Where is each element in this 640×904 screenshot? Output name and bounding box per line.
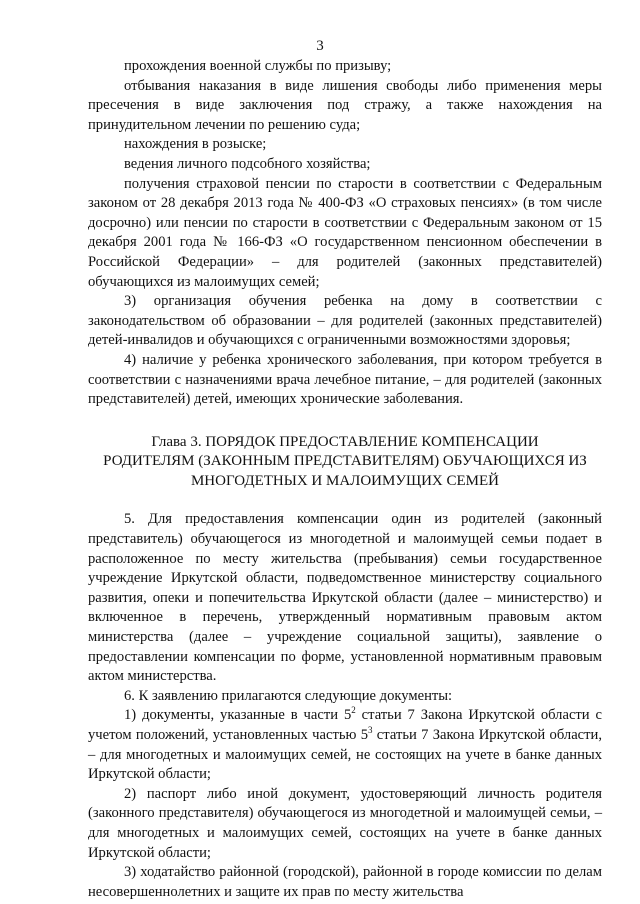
paragraph: 3) организация обучения ребенка на дому в соответствии с законодательством об образовании – для родителей (законных представителей) детей-инвалидов и обучающихся с ограниченными возможностями здоровья; — [88, 293, 602, 349]
text-span: статьи 7 Закона Иркутской области, – для многодетных и малоимущих семей, не состоящих на учете в банке данных Иркутской области; — [88, 727, 602, 783]
chapter-heading — [88, 433, 602, 492]
paragraph: отбывания наказания в виде лишения свободы либо применения меры пресечения в виде заключения под стражу, а также нахождения на принудительном лечении по решению суда; — [88, 77, 602, 133]
text-span: статьи 7 Закона Иркутской области с учетом положений, установленных частью 5 — [88, 707, 602, 743]
list-item-1 — [88, 706, 602, 784]
chapter-heading-line: РОДИТЕЛЯМ (ЗАКОННЫМ ПРЕДСТАВИТЕЛЯМ) ОБУЧАЮЩИХСЯ ИЗ — [103, 453, 587, 470]
page-number: 3 — [316, 38, 324, 54]
paragraph: ведения личного подсобного хозяйства; — [124, 155, 371, 172]
paragraph: прохождения военной службы по призыву; — [124, 58, 392, 74]
document-body — [88, 57, 602, 902]
paragraph: 4) наличие у ребенка хронического заболевания, при котором требуется в соответствии с назначениями врача лечебное питание, – для родителей (законных представителей) детей, имеющих хронические заболевания. — [88, 351, 602, 408]
list-item-3: 3) ходатайство районной (городской), районной в городе комиссии по делам несовершеннолетних и защите их прав по месту жительства — [88, 864, 602, 900]
chapter-heading-line: Глава 3. ПОРЯДОК ПРЕДОСТАВЛЕНИЕ КОМПЕНСАЦИИ — [151, 433, 539, 450]
superscript: 2 — [351, 705, 356, 716]
paragraph: получения страховой пенсии по старости в соответствии с Федеральным законом от 28 декабря 2013 года № 400-ФЗ «О страховых пенсиях» (в том числе досрочно) или пенсии по старости в соответствии с Федеральным законом от 15 декабря 2001 года № 166-ФЗ «О государственном пенсионном обеспечении в Российской Федерации» – для родителей (законных представителей) обучающихся из малоимущих семей; — [88, 175, 602, 290]
text-span: 1) документы, указанные в части 5 — [124, 707, 352, 724]
chapter-heading-line: МНОГОДЕТНЫХ И МАЛОИМУЩИХ СЕМЕЙ — [190, 472, 500, 489]
paragraph-5: 5. Для предоставления компенсации один из родителей (законный представитель) обучающегося из многодетной и малоимущей семьи подает в расположенное по месту жительства (пребывания) семьи государственное учреждение Иркутской области, подведомственное министерству социального развития, опеки и попечительства Иркутской области (далее – министерство) и включенное в перечень, утвержденный нормативным правовым актом министерства (далее – учреждение социальной защиты), заявление о предоставлении компенсации по форме, установленной нормативным правовым актом министерства. — [88, 511, 602, 685]
list-item-2: 2) паспорт либо иной документ, удостоверяющий личность родителя (законного представителя) обучающегося из многодетной и малоимущей семьи, – для многодетных и малоимущих семей, состоящих на учете в банке данных Иркутской области; — [88, 785, 602, 861]
paragraph: нахождения в розыске; — [124, 136, 267, 153]
superscript: 3 — [368, 725, 373, 735]
paragraph-6: 6. К заявлению прилагаются следующие документы: — [124, 687, 453, 704]
